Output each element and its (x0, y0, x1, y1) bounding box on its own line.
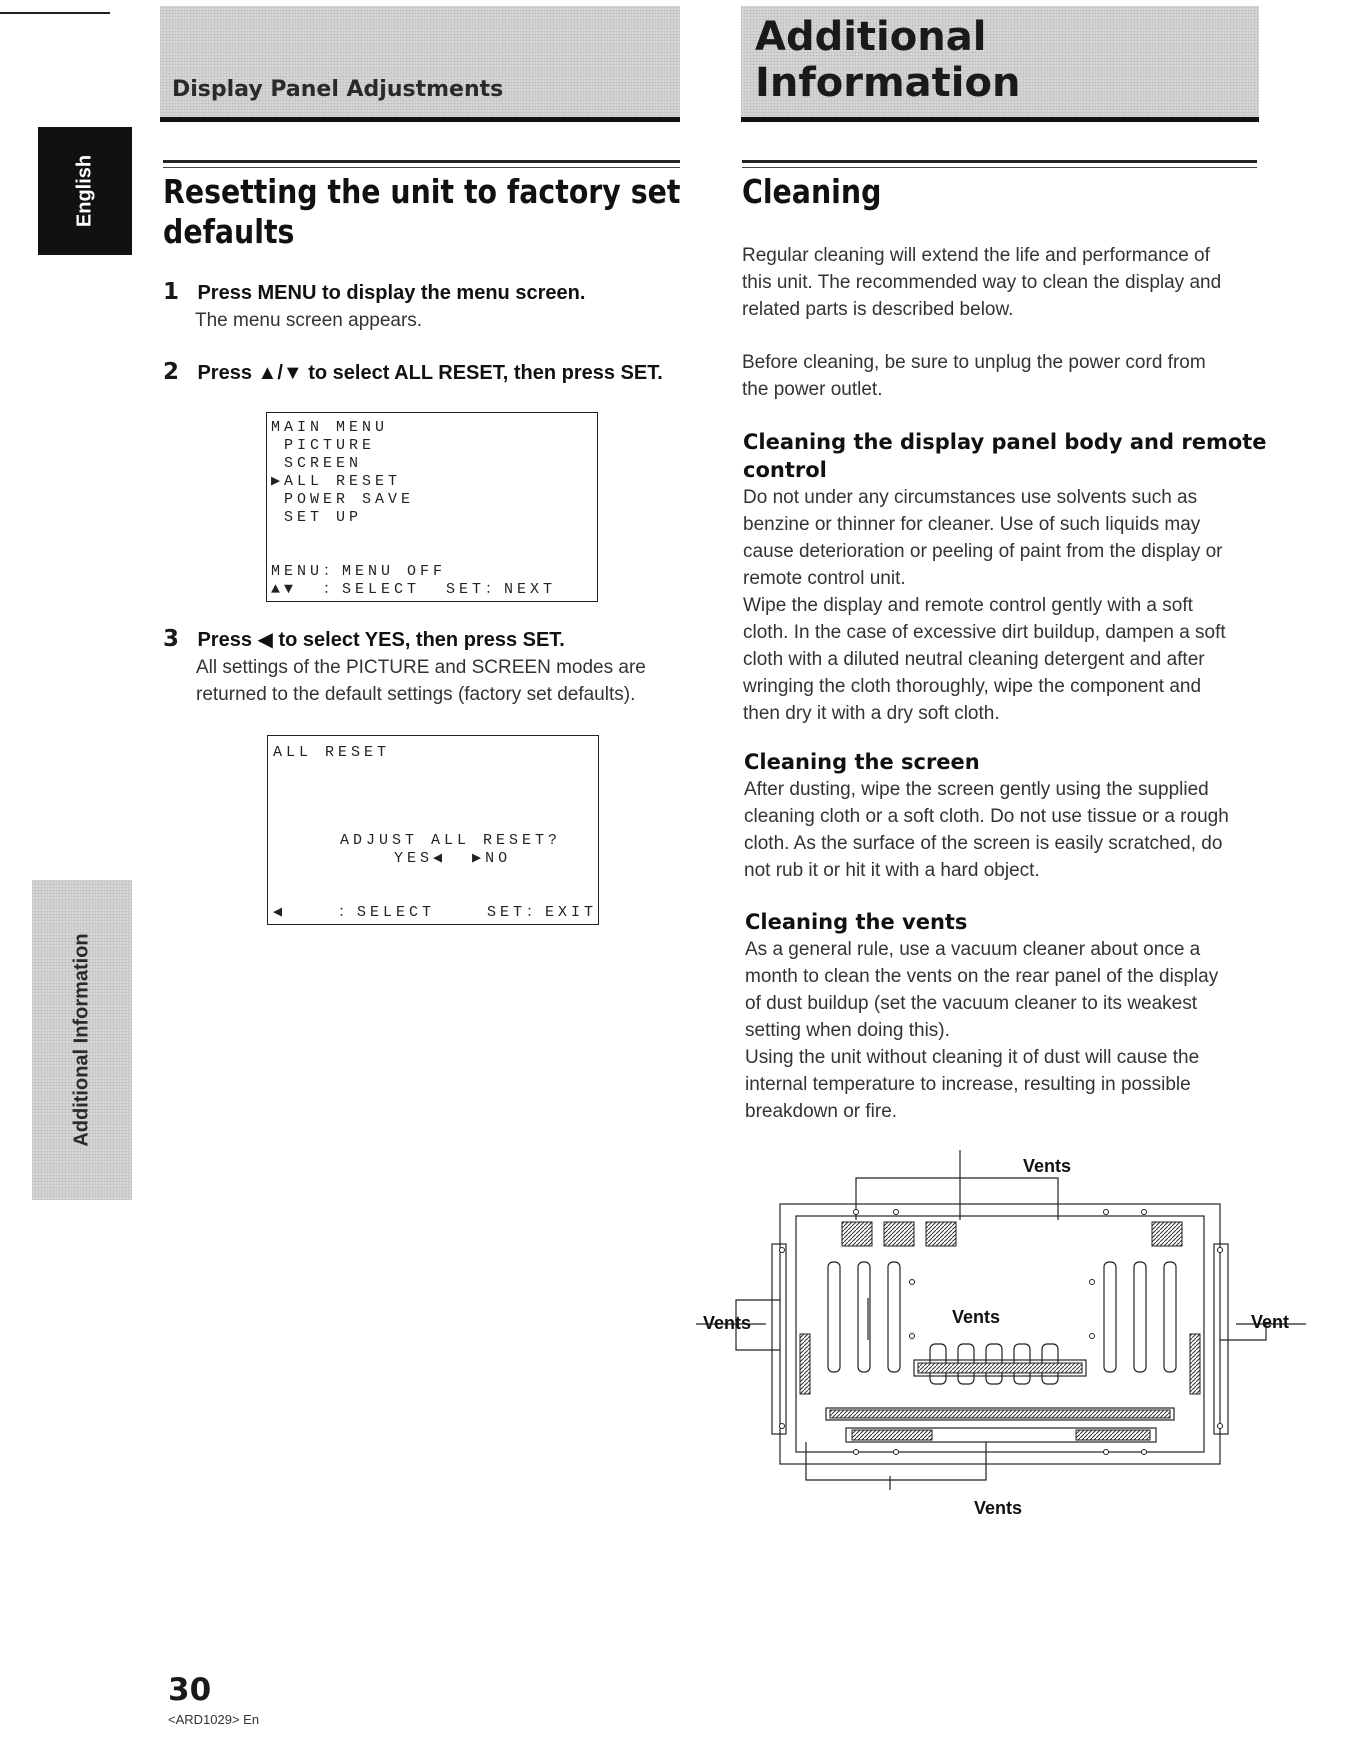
top-vent-2 (884, 1222, 914, 1246)
document-code: <ARD1029> En (168, 1712, 260, 1727)
step-3-title: Press ◀ to select YES, then press SET. (197, 629, 565, 651)
side-vent-right (1190, 1334, 1200, 1394)
subsection-panel-body (743, 428, 1273, 727)
sub3-line-1: As a general rule, use a vacuum cleaner about once a (745, 939, 1201, 960)
header-right-band (741, 6, 1259, 122)
intro-line-3: related parts is described below. (742, 299, 1014, 320)
sub3-title: Cleaning the vents (745, 910, 968, 934)
bottom-vent-right (1076, 1430, 1150, 1440)
sub1-title-line1: Cleaning the display panel body and remote (743, 430, 1267, 454)
sub3-line-7: breakdown or fire. (745, 1101, 898, 1122)
menu-footer-1: MENU：MENU OFF (271, 563, 447, 580)
sub2-line-4: not rub it or hit it with a hard object. (744, 860, 1040, 881)
sub1-line-8: wringing the cloth thoroughly, wipe the component and (743, 676, 1202, 697)
right-bracket (1214, 1244, 1228, 1434)
diagram-label-bottom: Vents (974, 1498, 1023, 1518)
step-3-number: 3 (163, 626, 180, 652)
menu-line-1: MAIN MENU (271, 419, 389, 436)
side-tab-additional-info (32, 880, 132, 1200)
sub1-line-3: cause deterioration or peeling of paint from the display or (743, 541, 1223, 562)
reset-title: ALL RESET (273, 744, 391, 761)
menu-line-4-selected: ▶ALL RESET (271, 473, 402, 490)
side-tab-english-label: English (73, 154, 96, 228)
reset-screen-box (267, 735, 599, 925)
page-number: 30 (168, 1672, 212, 1708)
menu-line-2: PICTURE (271, 437, 376, 454)
center-vent-hatch (918, 1363, 1082, 1373)
side-tab-english (38, 127, 132, 255)
left-section-rule-thin (163, 167, 680, 168)
side-tab-additional-label: Additional Information (70, 933, 93, 1147)
header-left-title: Display Panel Adjustments (172, 77, 504, 102)
slot-right-2 (1134, 1262, 1146, 1372)
step-3 (163, 626, 723, 708)
sub2-title: Cleaning the screen (744, 750, 980, 774)
sub2-line-1: After dusting, wipe the screen gently using the supplied (744, 779, 1209, 800)
step-1 (163, 279, 683, 334)
slot-right-1 (1104, 1262, 1116, 1372)
sub1-line-7: cloth with a diluted neutral cleaning detergent and after (743, 649, 1205, 670)
sub1-line-2: benzine or thinner for cleaner. Use of such liquids may (743, 514, 1201, 535)
reset-options: YES◀ ▶NO (394, 850, 512, 867)
sub1-title-line2: control (743, 458, 827, 482)
before-line-2: the power outlet. (742, 379, 883, 400)
header-left-band (160, 6, 680, 122)
sub1-line-6: cloth. In the case of excessive dirt buildup, dampen a soft (743, 622, 1226, 643)
sub1-line-5: Wipe the display and remote control gently with a soft (743, 595, 1193, 616)
left-section-rule (163, 160, 680, 163)
subsection-screen (744, 748, 1274, 884)
rear-panel-diagram (696, 1150, 1306, 1530)
right-section-rule-thin (742, 167, 1257, 168)
reset-footer: ◀ ：SELECT SET：EXIT (273, 904, 598, 921)
step-2-title: Press ▲/▼ to select ALL RESET, then press SET. (197, 362, 663, 384)
sub1-line-4: remote control unit. (743, 568, 906, 589)
step-2-number: 2 (163, 359, 180, 385)
top-vent-3 (926, 1222, 956, 1246)
top-corner-rule (0, 12, 110, 14)
sub2-line-2: cleaning cloth or a soft cloth. Do not use tissue or a rough (744, 806, 1229, 827)
menu-screen-box (266, 412, 598, 602)
menu-footer-2: ▲▼ ：SELECT SET：NEXT (271, 581, 557, 598)
subsection-vents (745, 908, 1275, 1125)
step-3-body-line2: returned to the default settings (factory set defaults). (196, 684, 636, 705)
intro-line-1: Regular cleaning will extend the life and performance of (742, 245, 1210, 266)
step-1-body: The menu screen appears. (195, 310, 423, 331)
diagram-label-right: Vent (1251, 1312, 1290, 1332)
step-1-number: 1 (163, 279, 180, 305)
right-section-rule (742, 160, 1257, 163)
slot-left-1 (828, 1262, 840, 1372)
diagram-label-left: Vents (703, 1313, 752, 1333)
diagram-label-center: Vents (952, 1307, 1001, 1327)
sub2-line-3: cloth. As the surface of the screen is easily scratched, do (744, 833, 1223, 854)
side-vent-left (800, 1334, 810, 1394)
left-heading-line1: Resetting the unit to factory set (163, 172, 681, 211)
intro-line-2: this unit. The recommended way to clean the display and (742, 272, 1222, 293)
step-3-body-line1: All settings of the PICTURE and SCREEN modes are (196, 657, 646, 678)
sub3-line-3: of dust buildup (set the vacuum cleaner to its weakest (745, 993, 1198, 1014)
step-1-title: Press MENU to display the menu screen. (197, 282, 586, 304)
sub3-line-6: internal temperature to increase, resulting in possible (745, 1074, 1191, 1095)
before-paragraph (742, 349, 1272, 403)
header-right-rule (741, 117, 1259, 122)
menu-line-5: POWER SAVE (271, 491, 415, 508)
bottom-vent-hatch (830, 1410, 1170, 1418)
menu-line-3: SCREEN (271, 455, 363, 472)
reset-question: ADJUST ALL RESET? (340, 832, 562, 849)
top-vent-4 (1152, 1222, 1182, 1246)
slot-right-3 (1164, 1262, 1176, 1372)
right-section-heading: Cleaning (742, 172, 882, 211)
before-line-1: Before cleaning, be sure to unplug the power cord from (742, 352, 1206, 373)
sub1-line-1: Do not under any circumstances use solvents such as (743, 487, 1198, 508)
sub1-line-9: then dry it with a dry soft cloth. (743, 703, 1000, 724)
header-right-title: Additional Information (755, 14, 1021, 106)
header-left-rule (160, 117, 680, 122)
top-vent-1 (842, 1222, 872, 1246)
menu-line-6: SET UP (271, 509, 363, 526)
slot-left-3 (888, 1262, 900, 1372)
diagram-label-top: Vents (1023, 1156, 1072, 1176)
left-bracket (772, 1244, 786, 1434)
sub3-line-4: setting when doing this). (745, 1020, 950, 1041)
left-heading-line2: defaults (163, 212, 295, 251)
bottom-vent-left (852, 1430, 932, 1440)
sub3-line-2: month to clean the vents on the rear panel of the display (745, 966, 1219, 987)
intro-paragraph (742, 242, 1272, 323)
step-2 (163, 359, 703, 385)
left-section-heading (163, 172, 680, 252)
sub3-line-5: Using the unit without cleaning it of dust will cause the (745, 1047, 1200, 1068)
